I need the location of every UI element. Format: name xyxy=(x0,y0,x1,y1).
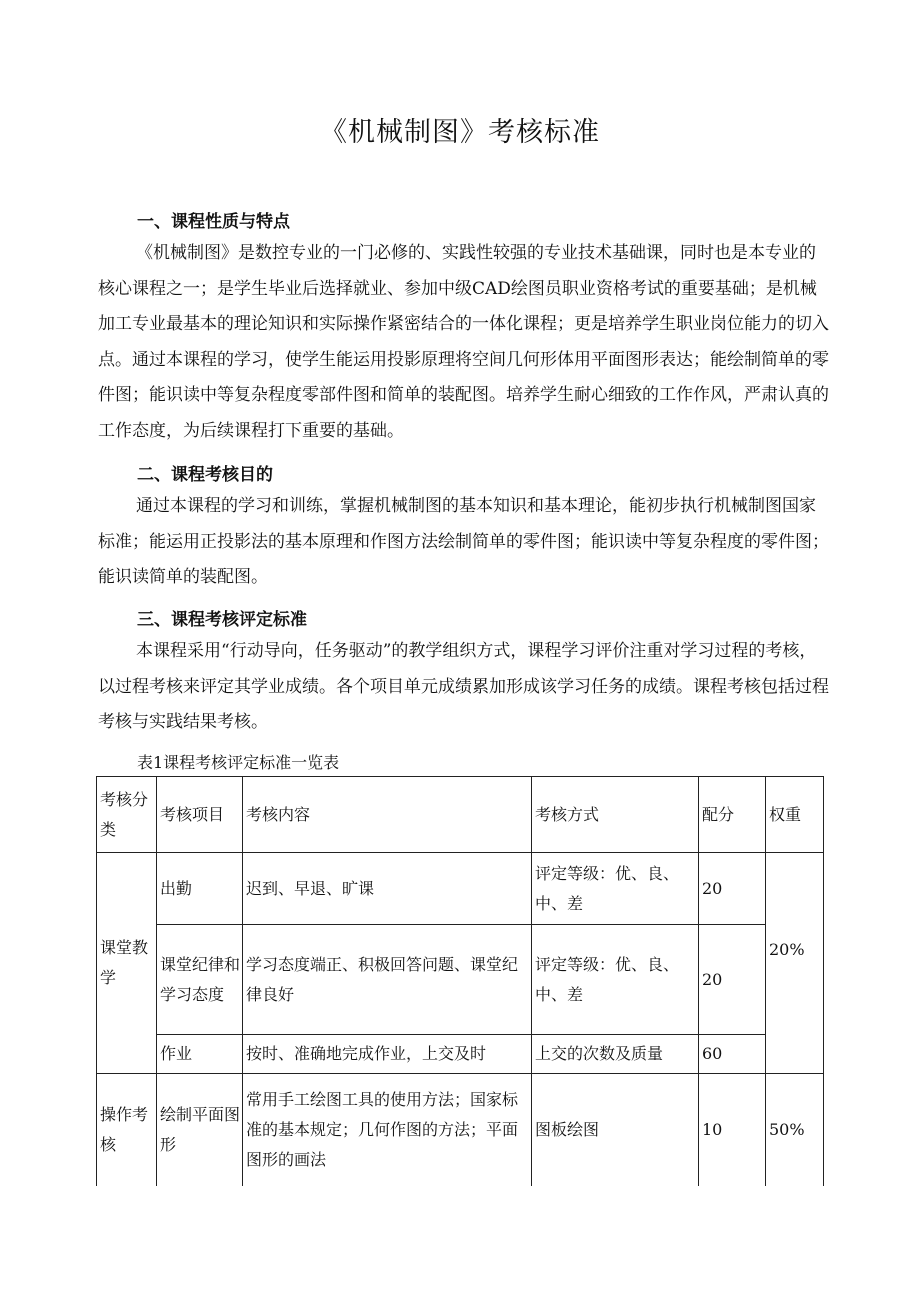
item-cell: 出勤 xyxy=(157,853,243,925)
category-cell: 操作考核 xyxy=(97,1074,157,1186)
category-cell: 课堂教学 xyxy=(97,853,157,1074)
content-cell: 学习态度端正、积极回答问题、课堂纪律良好 xyxy=(243,925,532,1035)
method-cell: 评定等级：优、良、中、差 xyxy=(532,853,699,925)
table-header-row xyxy=(97,777,824,853)
method-cell: 评定等级：优、良、中、差 xyxy=(532,925,699,1035)
paragraph-line: 考核与实践结果考核。 xyxy=(98,712,268,732)
table-row xyxy=(97,925,824,1035)
paragraph-line: 以过程考核来评定其学业成绩。各个项目单元成绩累加形成该学习任务的成绩。课程考核包括过程 xyxy=(98,676,829,697)
section-heading: 三、课程考核评定标准 xyxy=(137,610,307,630)
item-cell: 课堂纪律和学习态度 xyxy=(157,925,243,1035)
header-cell: 考核分类 xyxy=(97,777,157,853)
header-cell: 考核项目 xyxy=(157,777,243,853)
score-cell: 60 xyxy=(699,1035,766,1074)
paragraph-line: 核心课程之一；是学生毕业后选择就业、参加中级CAD绘图员职业资格考试的重要基础；是机械 xyxy=(98,278,817,299)
content-cell: 按时、准确地完成作业，上交及时 xyxy=(243,1035,532,1074)
score-cell: 20 xyxy=(699,853,766,925)
table-caption: 表1课程考核评定标准一览表 xyxy=(137,753,340,772)
section-paragraph xyxy=(98,634,829,741)
content-cell: 常用手工绘图工具的使用方法；国家标准的基本规定；几何作图的方法；平面图形的画法 xyxy=(243,1074,532,1186)
score-cell: 10 xyxy=(699,1074,766,1186)
section-paragraph xyxy=(98,236,829,449)
assessment-table xyxy=(96,776,824,1186)
table-row xyxy=(97,1035,824,1074)
paragraph-line: 工作态度，为后续课程打下重要的基础。 xyxy=(98,420,404,441)
weight-cell: 50% xyxy=(766,1074,824,1186)
item-cell: 绘制平面图形 xyxy=(157,1074,243,1186)
paragraph-line: 标准；能运用正投影法的基本原理和作图方法绘制简单的零件图；能识读中等复杂程度的零件图； xyxy=(98,531,829,552)
section-paragraph xyxy=(98,489,829,596)
weight-cell: 20% xyxy=(766,853,824,1074)
paragraph-line: 能识读简单的装配图。 xyxy=(98,567,268,587)
section-heading: 二、课程考核目的 xyxy=(137,465,273,485)
header-cell: 配分 xyxy=(699,777,766,853)
paragraph-line: 《机械制图》是数控专业的一门必修的、实践性较强的专业技术基础课，同时也是本专业的 xyxy=(136,243,816,263)
paragraph-line: 加工专业最基本的理论知识和实际操作紧密结合的一体化课程；更是培养学生职业岗位能力的切入 xyxy=(98,314,829,334)
table-row xyxy=(97,853,824,925)
paragraph-line: 本课程采用“行动导向，任务驱动”的教学组织方式，课程学习评价注重对学习过程的考核， xyxy=(136,641,817,661)
method-cell: 上交的次数及质量 xyxy=(532,1035,699,1074)
section-heading: 一、课程性质与特点 xyxy=(137,212,290,232)
header-cell: 考核内容 xyxy=(243,777,532,853)
paragraph-line: 点。通过本课程的学习，使学生能运用投影原理将空间几何形体用平面图形表达；能绘制简单的零 xyxy=(98,349,829,370)
header-cell: 权重 xyxy=(766,777,824,853)
score-cell: 20 xyxy=(699,925,766,1035)
method-cell: 图板绘图 xyxy=(532,1074,699,1186)
header-cell: 考核方式 xyxy=(532,777,699,853)
table-row xyxy=(97,1074,824,1186)
content-cell: 迟到、早退、旷课 xyxy=(243,853,532,925)
page-title: 《机械制图》考核标准 xyxy=(320,117,600,148)
item-cell: 作业 xyxy=(157,1035,243,1074)
paragraph-line: 通过本课程的学习和训练，掌握机械制图的基本知识和基本理论，能初步执行机械制图国家 xyxy=(136,496,816,516)
paragraph-line: 件图；能识读中等复杂程度零部件图和简单的装配图。培养学生耐心细致的工作作风，严肃认真的 xyxy=(98,385,829,405)
